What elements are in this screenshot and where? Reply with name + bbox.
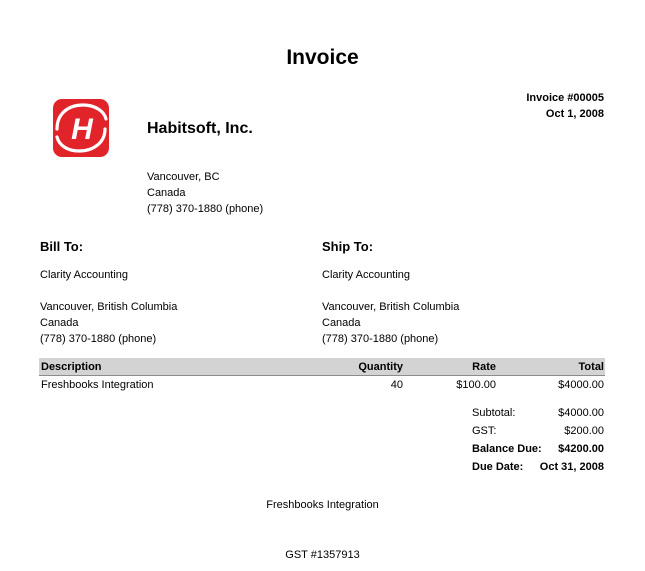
row-rate: $100.00	[456, 379, 496, 391]
invoice-date: Oct 1, 2008	[545, 108, 604, 120]
ship-to-name: Clarity Accounting	[322, 269, 411, 281]
ship-to-heading: Ship To:	[322, 239, 374, 254]
header-description: Description	[41, 361, 102, 373]
invoice-meta	[526, 90, 604, 122]
header-rate: Rate	[472, 361, 496, 373]
bill-to-name: Clarity Accounting	[40, 269, 129, 281]
bill-to-address	[40, 299, 177, 347]
header-total: Total	[578, 361, 604, 373]
subtotal-label: Subtotal:	[472, 407, 516, 419]
company-address	[147, 169, 263, 217]
subtotal-value: $4000.00	[558, 407, 604, 419]
company-city: Vancouver, BC	[147, 171, 220, 183]
ship-to-city: Vancouver, British Columbia	[322, 301, 460, 313]
table-header	[39, 358, 605, 376]
company-phone: (778) 370-1880 (phone)	[147, 203, 264, 215]
row-quantity: 40	[390, 379, 403, 391]
company-logo	[53, 99, 109, 157]
ship-to-address	[322, 299, 459, 347]
bill-to-city: Vancouver, British Columbia	[40, 301, 178, 313]
ship-to-country: Canada	[322, 317, 361, 329]
due-date-label: Due Date:	[472, 461, 524, 473]
balance-due-value: $4200.00	[558, 443, 604, 455]
company-country: Canada	[147, 187, 186, 199]
ship-to-phone: (778) 370-1880 (phone)	[322, 333, 439, 345]
invoice-number: Invoice #00005	[526, 92, 604, 104]
invoice-title: Invoice	[286, 46, 359, 69]
gst-value: $200.00	[564, 425, 604, 437]
gst-number: GST #1357913	[285, 549, 360, 561]
company-name: Habitsoft, Inc.	[147, 120, 253, 137]
table-row	[39, 376, 605, 396]
footer-note: Freshbooks Integration	[266, 499, 379, 511]
row-description: Freshbooks Integration	[41, 379, 154, 391]
due-date-value: Oct 31, 2008	[539, 461, 604, 473]
row-total: $4000.00	[558, 379, 604, 391]
gst-label: GST:	[472, 425, 497, 437]
svg-text:H: H	[71, 113, 93, 146]
bill-to-country: Canada	[40, 317, 79, 329]
bill-to-heading: Bill To:	[40, 239, 84, 254]
bill-to-phone: (778) 370-1880 (phone)	[40, 333, 157, 345]
balance-due-label: Balance Due:	[472, 443, 542, 455]
line-items-table	[39, 358, 605, 396]
header-quantity: Quantity	[358, 361, 403, 373]
